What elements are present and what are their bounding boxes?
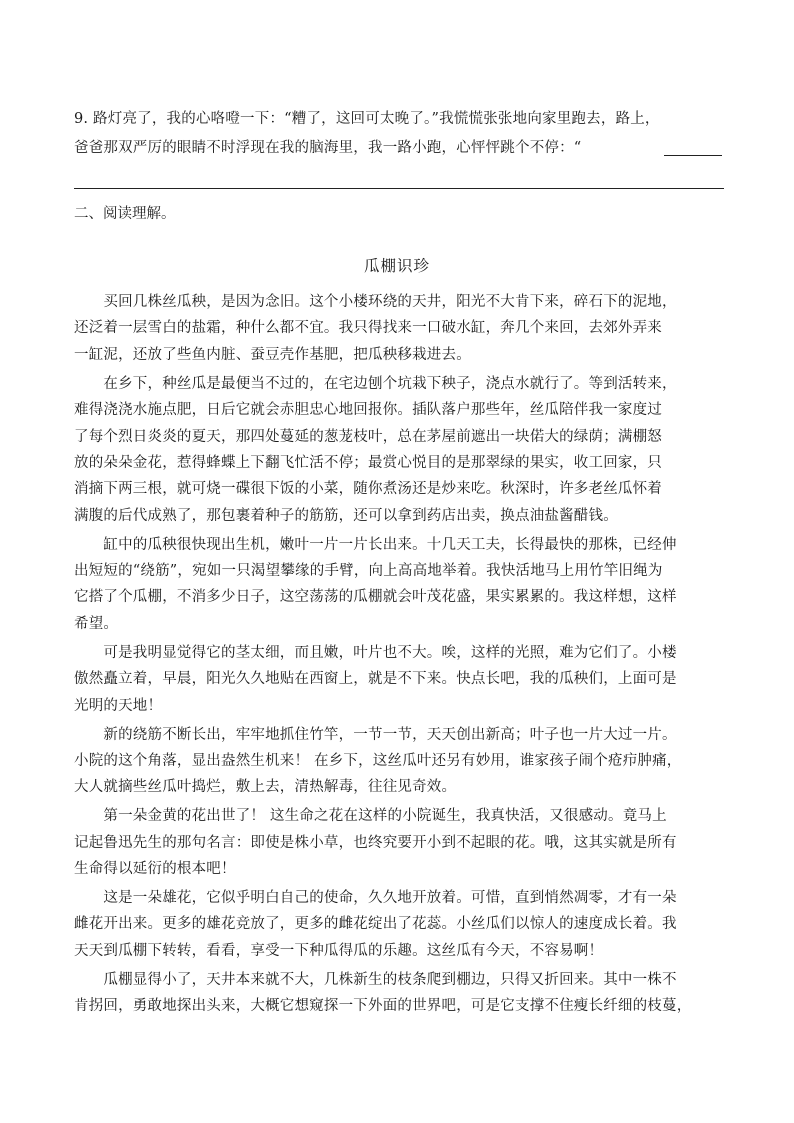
question-9-line-1: 9. 路灯亮了，我的心咯噔一下：“糟了，这回可太晚了。”我慌慌张张地向家里跑去，路上， (74, 111, 660, 127)
article-line: 买回几株丝瓜秧，是因为念旧。这个小楼环绕的天井，阳光不大肯下来，碎石下的泥地， (74, 294, 677, 310)
article-line: 光明的天地！ (74, 697, 163, 714)
article-line: 满腹的后代成熟了，那包裹着种子的筋筋，还可以拿到药店出卖，换点油盐酱醋钱。 (74, 507, 618, 524)
article-line: 一缸泥，还放了些鱼内脏、蚕豆壳作基肥，把瓜秧移栽进去。 (74, 346, 471, 363)
article-line: 出短短的“绕筋”，宛如一只渴望攀缘的手臂，向上高高地举着。我快活地马上用竹竿旧绳为 (74, 563, 663, 580)
article-line: 新的绕筋不断长出，牢牢地抓住竹竿，一节一节，天天创出新高；叶子也一片大过一片。 (74, 726, 677, 743)
article-line: 了每个烈日炎炎的夏天，那四处蔓延的葱茏枝叶，总在茅屋前遮出一块偌大的绿荫；满棚怒 (74, 428, 662, 445)
answer-blank[interactable] (664, 155, 722, 156)
article-line: 还泛着一层雪白的盐霜，种什么都不宜。我只得找来一口破水缸，奔几个来回，去郊外弄来 (74, 320, 662, 337)
article-line: 雌花开出来。更多的雄花竞放了，更多的雌花绽出了花蕊。小丝瓜们以惊人的速度成长着。我 (74, 916, 677, 933)
answer-line (74, 188, 724, 189)
question-9 (74, 105, 724, 163)
article-line: 它搭了个瓜棚，不消多少日子，这空荡荡的瓜棚就会叶茂花盛，果实累累的。我这样想，这样 (74, 589, 677, 606)
article-line: 生命得以延衍的根本吧！ (74, 861, 236, 878)
article-line: 可是我明显觉得它的茎太细，而且嫩，叶片也不大。唉，这样的光照，难为它们了。小楼 (74, 644, 677, 661)
article-line: 这是一朵雄花，它似乎明白自己的使命，久久地开放着。可惜，直到悄然凋零，才有一朵 (74, 889, 677, 906)
question-9-line-2: 爸爸那双严厉的眼睛不时浮现在我的脑海里，我一路小跑，心怦怦跳个不停：“ (74, 140, 582, 156)
article-line: 肯拐回，勇敢地探出头来，大概它想窥探一下外面的世界吧，可是它支撑不住瘦长纤细的枝蔓， (74, 998, 692, 1015)
article-line: 消摘下两三根，就可烧一碟很下饭的小菜，随你煮汤还是炒来吃。秋深时，许多老丝瓜怀着 (74, 481, 662, 498)
article-line: 放的朵朵金花，惹得蜂蝶上下翻飞忙活不停；最赏心悦目的是那翠绿的果实，收工回家，只 (74, 454, 662, 471)
article-line: 小院的这个角落，显出盎然生机来！ 在乡下，这丝瓜叶还另有妙用，谁家孩子闹个疮疖肿痛， (74, 752, 682, 769)
article-line: 难得浇浇水施点肥，日后它就会赤胆忠心地回报你。插队落户那些年，丝瓜陪伴我一家度过 (74, 402, 662, 419)
article-line: 在乡下，种丝瓜是最便当不过的，在宅边刨个坑栽下秧子，浇点水就行了。等到活转来， (74, 375, 677, 392)
article-line: 瓜棚显得小了，天井本来就不大，几株新生的枝条爬到棚边，只得又折回来。其中一株不 (74, 971, 677, 988)
article-line: 傲然矗立着，早晨，阳光久久地贴在西窗上，就是不下来。快点长吧，我的瓜秧们，上面可是 (74, 671, 677, 688)
article-title: 瓜棚识珍 (363, 257, 430, 275)
article-line: 大人就摘些丝瓜叶捣烂，敷上去，清热解毒，往往见奇效。 (74, 779, 457, 796)
article-line: 第一朵金黄的花出世了！ 这生命之花在这样的小院诞生，我真快活，又很感动。竟马上 (74, 808, 667, 825)
article-body (74, 289, 726, 1019)
article-line: 希望。 (74, 615, 119, 632)
article-line: 天天到瓜棚下转转，看看，享受一下种瓜得瓜的乐趣。这丝瓜有今天，不容易啊！ (74, 942, 604, 959)
article-line: 记起鲁迅先生的那句名言：即使是株小草，也终究要开小到不起眼的花。哦，这其实就是所有 (74, 834, 677, 851)
section-heading: 二、阅读理解。 (74, 206, 176, 222)
article-line: 缸中的瓜秧很快现出生机，嫩叶一片一片长出来。十几天工夫，长得最快的那株，已经伸 (74, 536, 677, 553)
